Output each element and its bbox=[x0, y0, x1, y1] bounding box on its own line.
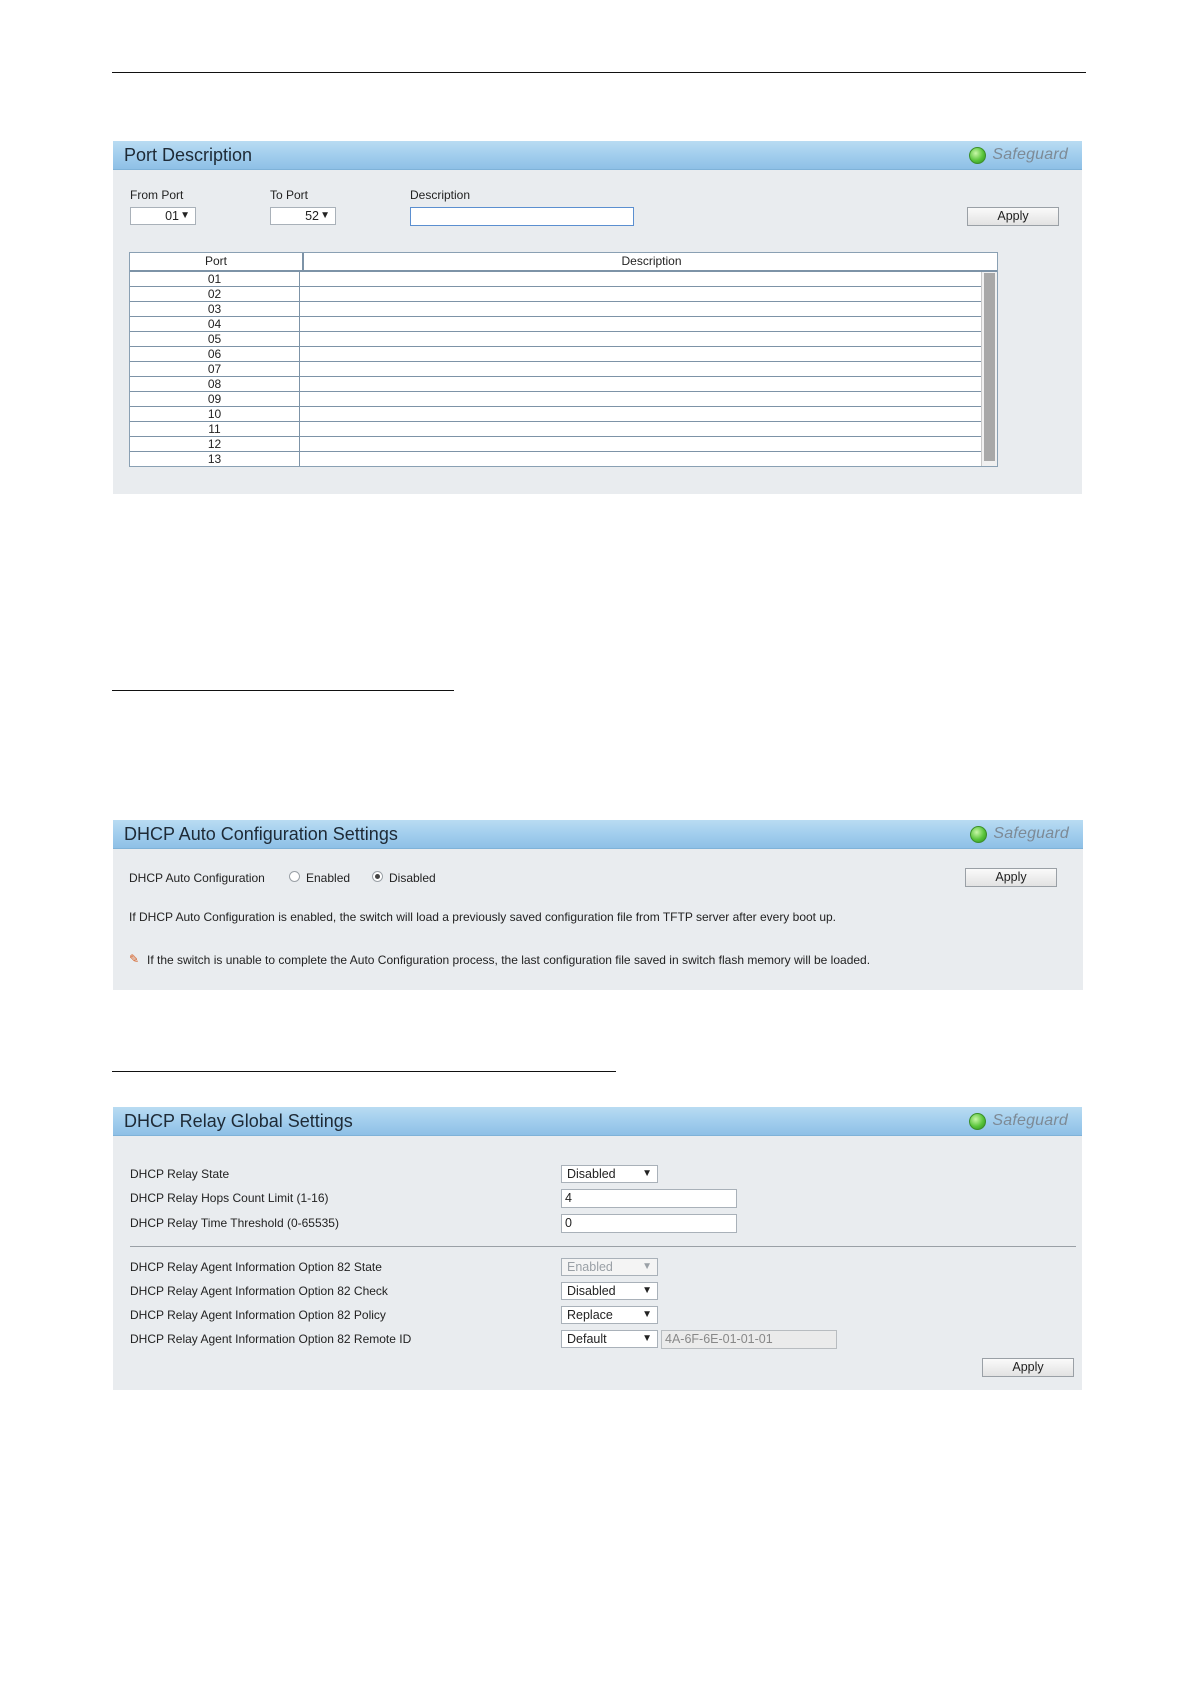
option82-remote-id-select[interactable]: Default ▼ bbox=[561, 1330, 658, 1348]
description-cell bbox=[300, 377, 981, 391]
relay-state-label: DHCP Relay State bbox=[130, 1167, 230, 1181]
port-cell: 09 bbox=[130, 392, 300, 406]
description-cell bbox=[300, 347, 981, 361]
section-rule-2 bbox=[112, 1071, 616, 1072]
port-cell: 13 bbox=[130, 452, 300, 466]
description-input[interactable] bbox=[410, 207, 634, 226]
hops-count-input[interactable]: 4 bbox=[561, 1189, 737, 1208]
description-cell bbox=[300, 392, 981, 406]
description-cell bbox=[300, 302, 981, 316]
port-cell: 03 bbox=[130, 302, 300, 316]
panel-title: DHCP Auto Configuration Settings bbox=[124, 824, 398, 844]
column-header-port: Port bbox=[130, 253, 304, 270]
description-cell bbox=[300, 272, 981, 286]
port-cell: 06 bbox=[130, 347, 300, 361]
safeguard-label: Safeguard bbox=[992, 1112, 1068, 1129]
from-port-select[interactable]: 01 ▼ bbox=[130, 207, 196, 225]
table-row bbox=[130, 407, 981, 422]
description-cell bbox=[300, 422, 981, 436]
table-row bbox=[130, 392, 981, 407]
panel-title: Port Description bbox=[124, 145, 253, 165]
chevron-down-icon: ▼ bbox=[180, 210, 190, 221]
port-cell: 01 bbox=[130, 272, 300, 286]
relay-state-select[interactable]: Disabled ▼ bbox=[561, 1165, 658, 1183]
table-row bbox=[130, 332, 981, 347]
disabled-radio-label[interactable]: Disabled bbox=[389, 871, 436, 885]
table-scrollbar[interactable] bbox=[981, 272, 997, 466]
safeguard-status-icon bbox=[970, 826, 987, 843]
apply-button[interactable]: Apply bbox=[965, 868, 1057, 887]
time-threshold-label: DHCP Relay Time Threshold (0-65535) bbox=[130, 1216, 339, 1230]
option82-remote-id-input[interactable]: 4A-6F-6E-01-01-01 bbox=[661, 1330, 837, 1349]
table-row bbox=[130, 452, 981, 467]
option82-state-label: DHCP Relay Agent Information Option 82 State bbox=[130, 1260, 382, 1274]
chevron-down-icon: ▼ bbox=[642, 1309, 652, 1320]
table-row bbox=[130, 317, 981, 332]
description-cell bbox=[300, 407, 981, 421]
port-cell: 04 bbox=[130, 317, 300, 331]
table-row bbox=[130, 362, 981, 377]
port-cell: 12 bbox=[130, 437, 300, 451]
safeguard-label: Safeguard bbox=[993, 825, 1069, 842]
description-cell bbox=[300, 362, 981, 376]
scrollbar-thumb[interactable] bbox=[984, 273, 995, 461]
panel-header bbox=[113, 141, 1082, 170]
panel-header bbox=[113, 1107, 1082, 1136]
note-text: If the switch is unable to complete the Auto Configuration process, the last configuration file saved in switch flash memory will be loaded. bbox=[147, 953, 871, 967]
safeguard-status-icon bbox=[969, 147, 986, 164]
enabled-radio-label[interactable]: Enabled bbox=[306, 871, 351, 885]
port-cell: 02 bbox=[130, 287, 300, 301]
table-row bbox=[130, 347, 981, 362]
chevron-down-icon: ▼ bbox=[642, 1285, 652, 1296]
safeguard-label: Safeguard bbox=[992, 146, 1068, 163]
safeguard-status-icon bbox=[969, 1113, 986, 1130]
table-row bbox=[130, 287, 981, 302]
safeguard-indicator bbox=[969, 146, 1068, 164]
table-row bbox=[130, 422, 981, 437]
description-cell bbox=[300, 287, 981, 301]
from-port-label: From Port bbox=[130, 188, 184, 202]
to-port-select[interactable]: 52 ▼ bbox=[270, 207, 336, 225]
section-divider bbox=[130, 1246, 1076, 1247]
port-cell: 07 bbox=[130, 362, 300, 376]
port-cell: 08 bbox=[130, 377, 300, 391]
port-cell: 05 bbox=[130, 332, 300, 346]
option82-policy-select[interactable]: Replace ▼ bbox=[561, 1306, 658, 1324]
option82-state-select[interactable]: Enabled ▼ bbox=[561, 1258, 658, 1276]
disabled-radio[interactable] bbox=[372, 871, 383, 882]
safeguard-indicator bbox=[969, 1112, 1068, 1130]
apply-button[interactable]: Apply bbox=[967, 207, 1059, 226]
description-cell bbox=[300, 332, 981, 346]
table-header bbox=[130, 253, 997, 272]
port-description-panel bbox=[113, 141, 1082, 494]
safeguard-indicator bbox=[970, 825, 1069, 843]
dhcp-auto-config-panel bbox=[113, 820, 1083, 990]
option82-check-select[interactable]: Disabled ▼ bbox=[561, 1282, 658, 1300]
chevron-down-icon: ▼ bbox=[642, 1168, 652, 1179]
port-cell: 11 bbox=[130, 422, 300, 436]
info-text: If DHCP Auto Configuration is enabled, the switch will load a previously saved configuration file from TFTP server after every boot up. bbox=[129, 910, 837, 924]
time-threshold-input[interactable]: 0 bbox=[561, 1214, 737, 1233]
description-cell bbox=[300, 452, 981, 466]
table-row bbox=[130, 437, 981, 452]
port-description-table bbox=[129, 252, 998, 467]
page-header-rule bbox=[112, 72, 1086, 73]
enabled-radio[interactable] bbox=[289, 871, 300, 882]
to-port-label: To Port bbox=[270, 188, 309, 202]
option82-remote-id-label: DHCP Relay Agent Information Option 82 Remote ID bbox=[130, 1332, 412, 1346]
apply-button[interactable]: Apply bbox=[982, 1358, 1074, 1377]
table-body bbox=[130, 272, 981, 467]
option82-check-label: DHCP Relay Agent Information Option 82 Check bbox=[130, 1284, 388, 1298]
chevron-down-icon: ▼ bbox=[320, 210, 330, 221]
panel-header bbox=[113, 820, 1083, 849]
section-rule-1 bbox=[112, 690, 454, 691]
chevron-down-icon: ▼ bbox=[642, 1261, 652, 1272]
option82-policy-label: DHCP Relay Agent Information Option 82 Policy bbox=[130, 1308, 386, 1322]
description-cell bbox=[300, 317, 981, 331]
dhcp-relay-global-panel bbox=[113, 1107, 1082, 1390]
description-cell bbox=[300, 437, 981, 451]
table-row bbox=[130, 377, 981, 392]
pencil-icon: ✎ bbox=[129, 952, 140, 966]
dhcp-auto-config-label: DHCP Auto Configuration bbox=[129, 871, 265, 885]
panel-title: DHCP Relay Global Settings bbox=[124, 1111, 353, 1131]
table-row bbox=[130, 302, 981, 317]
table-row bbox=[130, 272, 981, 287]
column-header-description: Description bbox=[621, 254, 682, 268]
description-label: Description bbox=[410, 188, 471, 202]
chevron-down-icon: ▼ bbox=[642, 1333, 652, 1344]
hops-count-label: DHCP Relay Hops Count Limit (1-16) bbox=[130, 1191, 329, 1205]
port-cell: 10 bbox=[130, 407, 300, 421]
